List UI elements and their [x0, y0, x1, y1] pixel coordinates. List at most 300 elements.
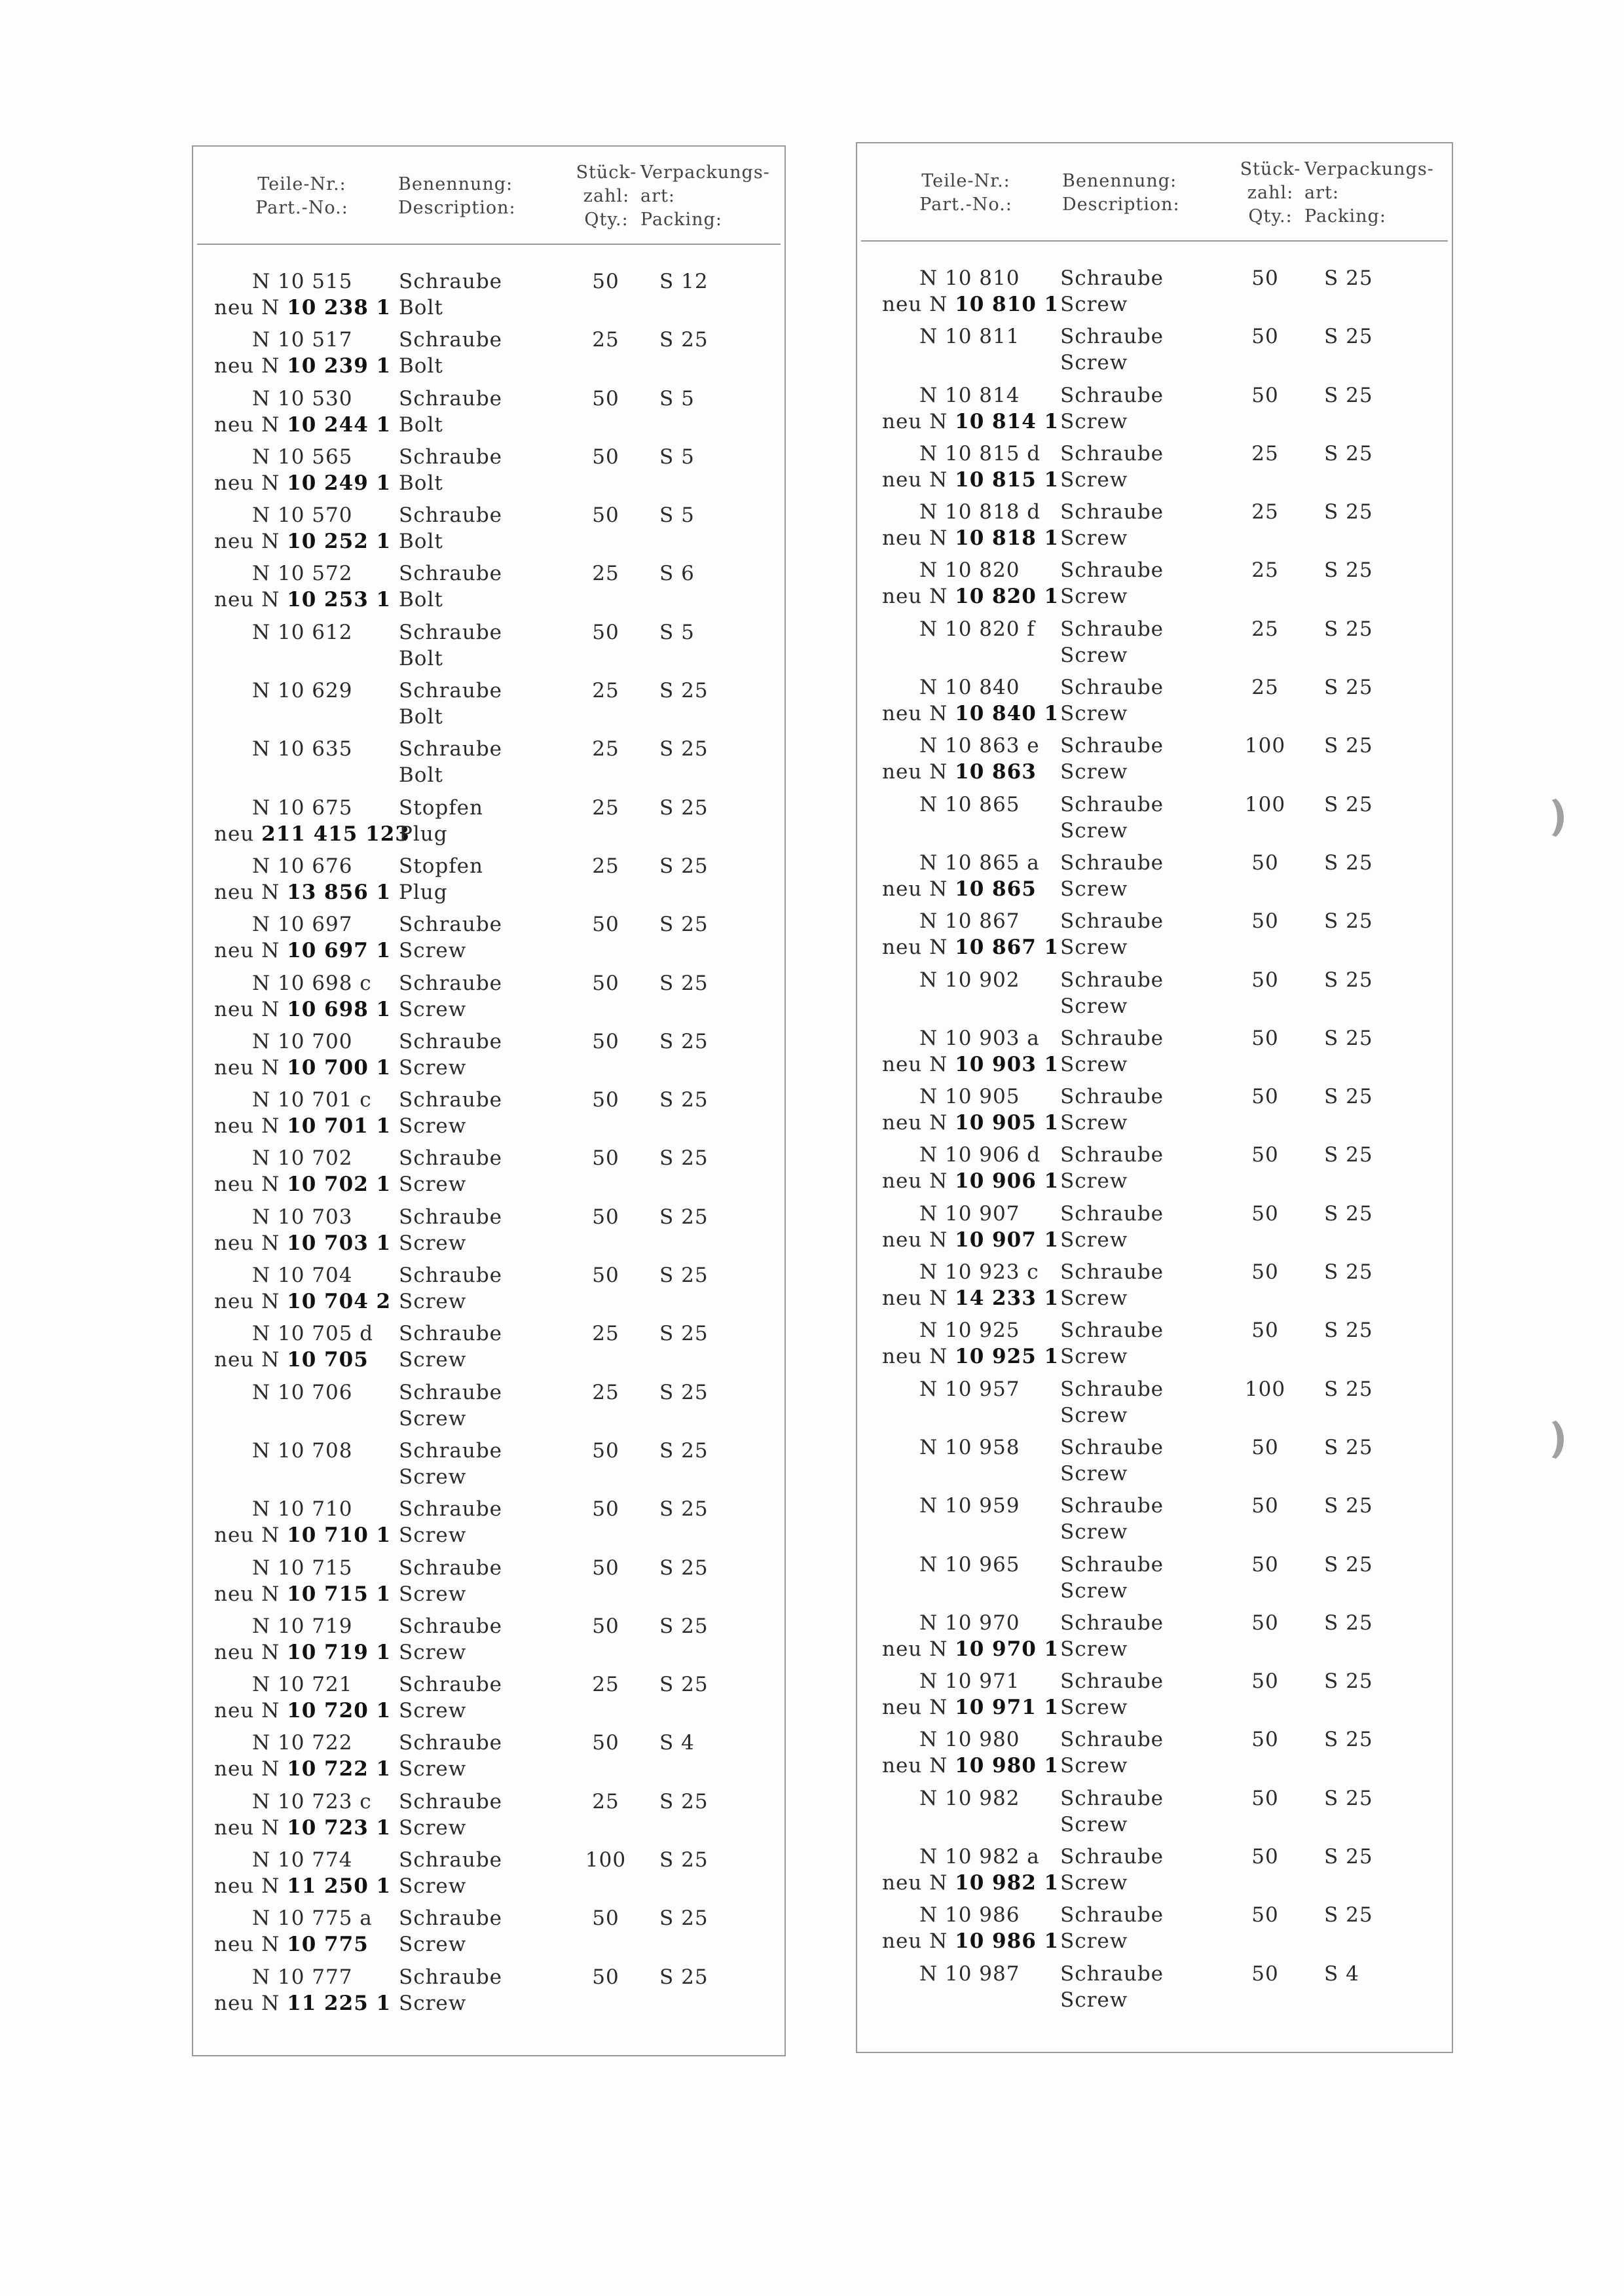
description-en: Screw: [1060, 994, 1128, 1018]
packing: S 25: [659, 971, 709, 995]
part-number: N 10 980: [919, 1728, 1020, 1752]
new-part-number: [214, 587, 391, 613]
part-number: N 10 708: [252, 1438, 353, 1463]
new-part-number: [214, 1288, 391, 1315]
quantity: 50: [1251, 1435, 1279, 1459]
part-number: N 10 629: [252, 679, 353, 703]
table-body: [857, 265, 1452, 2019]
description-de: Schraube: [1060, 1260, 1164, 1285]
description-de: Schraube: [1060, 325, 1164, 349]
new-prefix: neu N: [214, 412, 280, 437]
description-de: Schraube: [1060, 1026, 1164, 1050]
part-number: N 10 705 d: [252, 1322, 374, 1346]
description-en: Screw: [399, 1406, 467, 1430]
table-row: [857, 1376, 1452, 1434]
description-de: Schraube: [399, 679, 503, 703]
new-part-number: [214, 1873, 391, 1899]
table-row: [193, 1145, 784, 1203]
quantity: 50: [1251, 325, 1279, 349]
packing: S 25: [1324, 1611, 1373, 1635]
description-de: Schraube: [399, 445, 503, 469]
new-prefix: neu N: [214, 588, 280, 612]
new-prefix: neu N: [882, 1754, 948, 1778]
parts-table-right: [856, 142, 1453, 2053]
part-number: N 10 698 c: [252, 971, 372, 995]
packing: S 25: [659, 1497, 709, 1522]
table-row: [857, 1902, 1452, 1960]
description-de: Schraube: [1060, 1143, 1164, 1167]
quantity: 25: [592, 1380, 619, 1404]
table-row: [193, 327, 784, 385]
new-part-number: [214, 1990, 391, 2016]
description-en: Screw: [1060, 1520, 1128, 1544]
quantity: 50: [592, 1731, 619, 1755]
table-header: [197, 147, 781, 245]
quantity: 50: [1251, 1903, 1279, 1927]
new-prefix: neu N: [882, 1228, 948, 1252]
quantity: 25: [592, 854, 619, 878]
part-number: N 10 704: [252, 1264, 353, 1288]
table-row: [857, 323, 1452, 382]
new-part-number: [882, 934, 1059, 960]
packing: S 25: [1324, 1143, 1373, 1167]
part-number: N 10 905: [919, 1085, 1020, 1109]
new-part-number: [214, 412, 391, 438]
packing: S 25: [1324, 1494, 1373, 1518]
quantity: 50: [1251, 1201, 1279, 1226]
quantity: 25: [592, 737, 619, 761]
description-en: Screw: [1060, 526, 1128, 551]
new-number: 10 814 1: [955, 409, 1060, 433]
description-en: Screw: [1060, 1111, 1128, 1135]
new-part-number: [214, 879, 391, 905]
description-en: Screw: [1060, 1228, 1128, 1252]
description-en: Bolt: [399, 530, 443, 554]
description-en: Screw: [1060, 409, 1128, 433]
part-number: N 10 676: [252, 854, 353, 878]
part-number: N 10 965: [919, 1552, 1020, 1576]
new-part-number: [214, 528, 391, 555]
part-number: N 10 530: [252, 386, 353, 410]
quantity: 25: [592, 1673, 619, 1697]
part-number: N 10 982: [919, 1786, 1020, 1810]
description-en: Screw: [399, 1582, 467, 1606]
description-de: Schraube: [1060, 1903, 1164, 1927]
description-en: Screw: [1060, 1345, 1128, 1369]
description-de: Schraube: [1060, 266, 1164, 290]
packing: S 12: [659, 270, 709, 293]
quantity: 50: [592, 270, 619, 293]
packing: S 25: [659, 1322, 709, 1346]
table-row: [857, 1961, 1452, 2019]
new-part-number: [214, 938, 391, 964]
description-en: Screw: [399, 1640, 467, 1664]
new-part-number: [882, 1110, 1059, 1136]
packing: S 5: [659, 503, 695, 528]
description-en: Bolt: [399, 471, 443, 495]
quantity: 50: [1251, 1085, 1279, 1109]
new-number: 10 980 1: [955, 1754, 1060, 1778]
description-de: Schraube: [1060, 617, 1164, 641]
new-prefix: neu N: [882, 467, 948, 492]
header-part-no: Teile-Nr.: Part.-No.:: [255, 174, 348, 218]
new-prefix: neu N: [882, 760, 948, 784]
new-prefix: neu N: [214, 1523, 280, 1548]
description-de: Schraube: [399, 1497, 503, 1522]
packing: S 25: [1324, 850, 1373, 875]
description-de: Schraube: [1060, 1494, 1164, 1518]
new-prefix: neu N: [214, 1991, 280, 2015]
new-prefix: neu N: [882, 1637, 948, 1661]
part-number: N 10 710: [252, 1497, 353, 1522]
table-row: [857, 1668, 1452, 1726]
description-de: Schraube: [399, 1322, 503, 1346]
new-prefix: neu N: [214, 997, 280, 1021]
new-number: 10 715 1: [287, 1582, 392, 1606]
description-de: Schraube: [1060, 1728, 1164, 1752]
new-prefix: neu N: [214, 1114, 280, 1139]
part-number: N 10 775 a: [252, 1906, 373, 1931]
new-part-number: [882, 1694, 1059, 1721]
description-en: Screw: [1060, 1988, 1128, 2012]
part-number: N 10 867: [919, 909, 1020, 934]
table-row: [857, 1726, 1452, 1785]
part-number: N 10 865 a: [919, 850, 1040, 875]
new-number: 10 905 1: [955, 1111, 1060, 1135]
description-de: Schraube: [399, 328, 503, 352]
description-de: Schraube: [399, 1673, 503, 1697]
table-row: [193, 1671, 784, 1730]
new-number: 10 820 1: [955, 585, 1060, 609]
new-part-number: [882, 525, 1059, 551]
new-number: 10 697 1: [287, 939, 392, 963]
new-part-number: [882, 583, 1059, 610]
new-number: 10 986 1: [955, 1929, 1060, 1954]
quantity: 50: [1251, 1728, 1279, 1752]
description-de: Schraube: [1060, 441, 1164, 465]
packing: S 25: [1324, 1903, 1373, 1927]
quantity: 25: [592, 1322, 619, 1346]
new-prefix: neu N: [882, 526, 948, 551]
new-prefix: neu N: [214, 1173, 280, 1197]
packing: S 25: [659, 1438, 709, 1463]
description-en: Plug: [399, 822, 448, 846]
packing: S 25: [1324, 909, 1373, 934]
header-description: Benennung: Description:: [1062, 171, 1180, 215]
new-prefix: neu N: [214, 1699, 280, 1723]
description-en: Bolt: [399, 705, 443, 729]
packing: S 25: [1324, 266, 1373, 290]
packing: S 25: [1324, 325, 1373, 349]
description-en: Screw: [1060, 1169, 1128, 1194]
description-en: Screw: [1060, 1812, 1128, 1836]
table-row: [857, 1084, 1452, 1142]
table-row: [857, 265, 1452, 323]
description-en: Screw: [1060, 877, 1128, 901]
table-row: [193, 1087, 784, 1145]
new-prefix: neu N: [882, 877, 948, 901]
description-en: Screw: [1060, 351, 1128, 375]
description-de: Schraube: [1060, 1085, 1164, 1109]
part-number: N 10 777: [252, 1965, 353, 1989]
table-row: [193, 1905, 784, 1963]
description-de: Schraube: [1060, 1786, 1164, 1810]
description-en: Screw: [1060, 1929, 1128, 1954]
quantity: 50: [592, 1556, 619, 1580]
new-prefix: neu N: [882, 936, 948, 960]
new-part-number: [882, 1343, 1059, 1370]
quantity: 50: [1251, 1319, 1279, 1343]
table-row: [193, 1847, 784, 1905]
table-row: [857, 616, 1452, 674]
packing: S 25: [659, 1088, 709, 1112]
quantity: 50: [1251, 1845, 1279, 1869]
header-part-no: Teile-Nr.: Part.-No.:: [919, 171, 1012, 215]
packing: S 25: [1324, 617, 1373, 641]
new-part-number: [882, 291, 1059, 318]
new-part-number: [214, 1581, 391, 1607]
part-number: N 10 986: [919, 1903, 1020, 1927]
new-number: 10 722 1: [287, 1757, 392, 1781]
new-prefix: neu N: [882, 1286, 948, 1311]
new-part-number: [214, 353, 391, 379]
description-de: Schraube: [399, 1029, 503, 1053]
new-part-number: [214, 1171, 391, 1197]
quantity: 25: [1251, 558, 1279, 583]
new-number: 10 907 1: [955, 1228, 1060, 1252]
table-row: [193, 911, 784, 970]
new-number: 10 239 1: [287, 354, 392, 378]
part-number: N 10 811: [919, 325, 1020, 349]
quantity: 25: [592, 795, 619, 820]
new-part-number: [214, 821, 410, 847]
description-en: Screw: [399, 1991, 467, 2015]
packing: S 25: [659, 328, 709, 352]
packing: S 25: [1324, 1552, 1373, 1576]
new-number: 10 840 1: [955, 702, 1060, 726]
description-en: Screw: [399, 1348, 467, 1372]
description-de: Schraube: [399, 1848, 503, 1872]
packing: S 25: [1324, 1085, 1373, 1109]
description-de: Schraube: [1060, 676, 1164, 700]
packing: S 25: [1324, 1435, 1373, 1459]
quantity: 50: [592, 1614, 619, 1638]
table-row: [193, 1613, 784, 1671]
quantity: 50: [1251, 909, 1279, 934]
quantity: 50: [592, 1146, 619, 1171]
new-prefix: neu N: [214, 939, 280, 963]
part-number: N 10 820: [919, 558, 1020, 583]
new-prefix: neu N: [882, 702, 948, 726]
table-row: [857, 908, 1452, 966]
new-prefix: neu N: [882, 1169, 948, 1194]
table-row: [193, 444, 784, 502]
part-number: N 10 923 c: [919, 1260, 1039, 1285]
description-de: Schraube: [1060, 850, 1164, 875]
description-de: Schraube: [1060, 558, 1164, 583]
packing: S 25: [1324, 1845, 1373, 1869]
new-prefix: neu N: [214, 354, 280, 378]
quantity: 100: [1244, 734, 1286, 758]
quantity: 50: [592, 971, 619, 995]
part-number: N 10 565: [252, 445, 353, 469]
quantity: 50: [592, 503, 619, 528]
description-en: Screw: [1060, 643, 1128, 667]
description-de: Schraube: [399, 1380, 503, 1404]
table-row: [193, 795, 784, 853]
quantity: 25: [1251, 676, 1279, 700]
new-part-number: [882, 1928, 1059, 1954]
packing: S 25: [1324, 1786, 1373, 1810]
description-en: Screw: [1060, 1403, 1128, 1427]
new-number: 10 252 1: [287, 530, 392, 554]
quantity: 100: [1244, 1377, 1286, 1401]
new-number: 10 863: [955, 760, 1037, 784]
description-en: Screw: [399, 1699, 467, 1723]
packing: S 25: [659, 1264, 709, 1288]
new-prefix: neu N: [882, 1052, 948, 1076]
packing: S 25: [659, 1146, 709, 1171]
part-number: N 10 906 d: [919, 1143, 1041, 1167]
new-prefix: neu N: [214, 1348, 280, 1372]
description-en: Screw: [1060, 1696, 1128, 1720]
packing: S 25: [659, 1380, 709, 1404]
part-number: N 10 820 f: [919, 617, 1035, 641]
description-en: Screw: [1060, 1461, 1128, 1485]
description-de: Schraube: [1060, 1319, 1164, 1343]
table-row: [857, 1493, 1452, 1551]
packing: S 4: [1324, 1961, 1359, 1986]
new-prefix: neu N: [214, 1055, 280, 1080]
description-de: Schraube: [1060, 1611, 1164, 1635]
new-part-number: [214, 1055, 391, 1081]
table-row: [193, 1730, 784, 1788]
new-prefix: neu N: [882, 1871, 948, 1895]
new-number: 10 238 1: [287, 296, 392, 319]
table-row: [193, 678, 784, 736]
new-prefix: neu N: [214, 1231, 280, 1255]
packing: S 25: [659, 1906, 709, 1931]
part-number: N 10 570: [252, 503, 353, 528]
new-part-number: [214, 1522, 391, 1548]
new-number: 10 244 1: [287, 412, 392, 437]
table-row: [193, 1496, 784, 1554]
description-en: Screw: [399, 1465, 467, 1489]
new-part-number: [882, 409, 1059, 435]
table-row: [193, 1438, 784, 1496]
packing: S 25: [659, 1965, 709, 1989]
packing: S 5: [659, 620, 695, 644]
new-number: 10 775: [287, 1933, 369, 1957]
part-number: N 10 706: [252, 1380, 353, 1404]
part-number: N 10 814: [919, 383, 1020, 407]
new-part-number: [214, 1230, 391, 1256]
table-row: [193, 560, 784, 619]
packing: S 25: [659, 1614, 709, 1638]
description-en: Plug: [399, 880, 448, 904]
packing: S 25: [1324, 676, 1373, 700]
description-en: Bolt: [399, 763, 443, 788]
packing: S 25: [1324, 1201, 1373, 1226]
packing: S 25: [1324, 1728, 1373, 1752]
description-de: Schraube: [1060, 968, 1164, 992]
packing: S 25: [659, 737, 709, 761]
part-number: N 10 982 a: [919, 1845, 1040, 1869]
new-part-number: [214, 470, 391, 496]
new-prefix: neu N: [882, 1696, 948, 1720]
quantity: 50: [592, 1906, 619, 1931]
new-prefix: neu N: [214, 1815, 280, 1840]
quantity: 25: [592, 562, 619, 586]
new-prefix: neu N: [882, 409, 948, 433]
table-row: [857, 792, 1452, 850]
new-number: 10 818 1: [955, 526, 1060, 551]
description-en: Screw: [1060, 467, 1128, 492]
header-quantity: Stück- zahl: Qty.:: [1240, 159, 1301, 227]
new-part-number: [214, 1698, 391, 1724]
new-number: 10 903 1: [955, 1052, 1060, 1076]
description-en: Screw: [399, 1874, 467, 1899]
new-part-number: [214, 1815, 391, 1841]
description-en: Screw: [399, 939, 467, 963]
packing: S 25: [1324, 441, 1373, 465]
new-number: 10 710 1: [287, 1523, 392, 1548]
packing: S 5: [659, 386, 695, 410]
description-en: Bolt: [399, 354, 443, 378]
new-prefix: neu N: [882, 1111, 948, 1135]
description-en: Screw: [1060, 293, 1128, 316]
new-number: 11 250 1: [287, 1874, 392, 1899]
description-de: Schraube: [1060, 1201, 1164, 1226]
table-row: [857, 1610, 1452, 1668]
description-en: Screw: [1060, 585, 1128, 609]
table-row: [193, 1379, 784, 1438]
new-prefix: neu N: [214, 1640, 280, 1664]
description-de: Schraube: [399, 562, 503, 586]
new-part-number: [214, 295, 391, 321]
new-number: 10 867 1: [955, 936, 1060, 960]
packing: S 25: [1324, 1377, 1373, 1401]
table-row: [857, 382, 1452, 441]
packing: S 25: [659, 1029, 709, 1053]
packing: S 25: [659, 1673, 709, 1697]
part-number: N 10 903 a: [919, 1026, 1040, 1050]
new-number: 10 982 1: [955, 1871, 1060, 1895]
quantity: 100: [1244, 792, 1286, 816]
quantity: 50: [592, 1497, 619, 1522]
part-number: N 10 907: [919, 1201, 1020, 1226]
header-packing: Verpackungs- art: Packing:: [1304, 159, 1434, 227]
part-number: N 10 700: [252, 1029, 353, 1053]
table-row: [857, 441, 1452, 499]
part-number: N 10 517: [252, 328, 353, 352]
table-row: [193, 1555, 784, 1613]
description-de: Schraube: [1060, 1435, 1164, 1459]
new-number: 13 856 1: [287, 880, 392, 904]
new-number: 10 970 1: [955, 1637, 1060, 1661]
description-de: Schraube: [399, 1088, 503, 1112]
description-en: Screw: [1060, 1637, 1128, 1661]
new-prefix: neu N: [214, 471, 280, 495]
header-packing: Verpackungs- art: Packing:: [640, 162, 770, 230]
part-number: N 10 702: [252, 1146, 353, 1171]
new-number: 211 415 123: [261, 822, 410, 846]
quantity: 50: [592, 1088, 619, 1112]
new-part-number: [882, 1227, 1059, 1253]
quantity: 50: [592, 1029, 619, 1053]
new-number: 10 720 1: [287, 1699, 392, 1723]
description-de: Schraube: [1060, 500, 1164, 524]
